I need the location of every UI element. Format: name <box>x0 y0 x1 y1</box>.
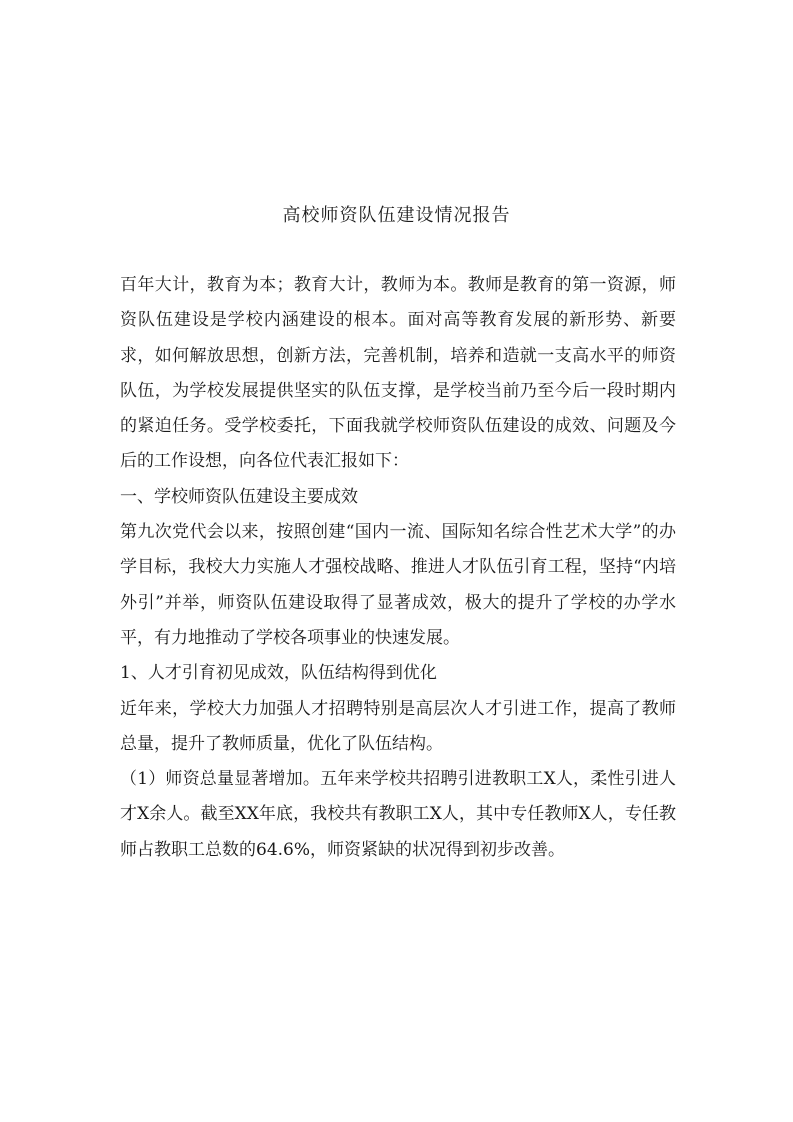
intro-paragraph: 百年大计，教育为本；教育大计，教师为本。教师是教育的第一资源，师资队伍建设是学校内涵建设的根本。面对高等教育发展的新形势、新要求，如何解放思想，创新方法，完善机制，培养和造就一支高水平的师资队伍，为学校发展提供坚实的队伍支撑，是学校当前乃至今后一段时期内的紧迫任务。受学校委托，下面我就学校师资队伍建设的成效、问题及今后的工作设想，向各位代表汇报如下： <box>120 275 676 472</box>
staff-total-paragraph: （1）师资总量显著增加。五年来学校共招聘引进教职工X人，柔性引进人才X余人。截至XX年底，我校共有教职工X人，其中专任教师X人，专任教师占教职工总数的64.6%，师资紧缺的状况得到初步改善。 <box>120 769 676 860</box>
achievements-paragraph: 第九次党代会以来，按照创建“国内一流、国际知名综合性艺术大学”的办学目标，我校大力实施人才强校战略、推进人才队伍引育工程，坚持“内培外引”并举，师资队伍建设取得了显著成效，极大的提升了学校的办学水平，有力地推动了学校各项事业的快速发展。 <box>120 522 676 648</box>
talent-paragraph: 近年来，学校大力加强人才招聘特别是高层次人才引进工作，提高了教师总量，提升了教师质量，优化了队伍结构。 <box>120 698 676 754</box>
subsection-heading-talent: 1、人才引育初见成效，队伍结构得到优化 <box>120 663 437 684</box>
section-heading-achievements: 一、学校师资队伍建设主要成效 <box>120 486 358 507</box>
document-title: 高校师资队伍建设情况报告 <box>282 205 511 226</box>
document-body <box>120 268 676 868</box>
